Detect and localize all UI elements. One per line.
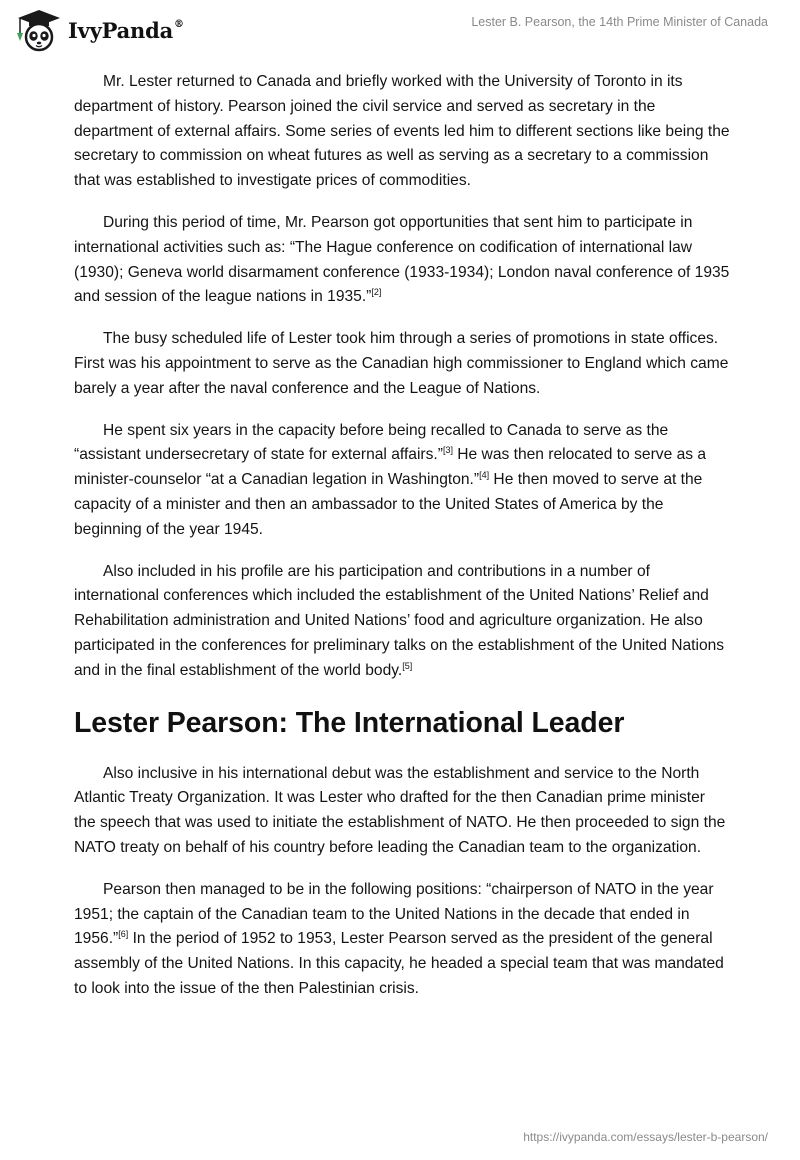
- footnote-ref[interactable]: [5]: [402, 660, 413, 671]
- footnote-ref[interactable]: [4]: [479, 469, 490, 480]
- paragraph: Pearson then managed to be in the following positions: “chairperson of NATO in the year 1951; the captain of the Canadian team to the United Nations in the decade that ended in 1956.”[6] In the period of 1952 to 1953, Lester Pearson served as the president of the general assembly of the United Nations. In this capacity, he headed a special team that was mandated to look into the issue of the then Palestinian crisis.: [74, 880, 724, 997]
- paragraph: During this period of time, Mr. Pearson got opportunities that sent him to participate in international activities such as: “The Hague conference on codification of international law (1930); Geneva world disarmament conference (1933-1934); London naval conference of 1935 and session of the league nations in 1935.”[2]: [74, 213, 730, 306]
- source-url[interactable]: https://ivypanda.com/essays/lester-b-pearson/: [523, 1130, 768, 1144]
- ivypanda-logo[interactable]: [16, 7, 184, 53]
- page-header: [0, 0, 800, 60]
- footnote-ref[interactable]: [3]: [442, 445, 453, 456]
- section-heading: Lester Pearson: The International Leader: [74, 706, 625, 739]
- footnote-ref[interactable]: [6]: [118, 929, 129, 940]
- footnote-ref[interactable]: [2]: [371, 287, 382, 298]
- panda-graduation-cap-icon: [16, 7, 62, 53]
- document-title: Lester B. Pearson, the 14th Prime Minister of Canada: [471, 15, 768, 29]
- essay-body: [74, 70, 730, 1019]
- paragraph: The busy scheduled life of Lester took him through a series of promotions in state offices. First was his appointment to serve as the Canadian high commissioner to England which came barely a year after the naval conference and the League of Nations.: [74, 330, 729, 397]
- paragraph: Also inclusive in his international debut was the establishment and service to the North Atlantic Treaty Organization. It was Lester who drafted for the then Canadian prime minister the speech that was used to initiate the establishment of NATO. He then proceeded to sign the NATO treaty on behalf of his country before leading the Canadian team to the organization.: [74, 764, 726, 856]
- paragraph: Mr. Lester returned to Canada and briefly worked with the University of Toronto in its department of history. Pearson joined the civil service and served as secretary in the department of external affairs. Some series of events led him to different sections like being the secretary to commission on wheat futures as well as serving as a secretary to a commission that was established to investigate prices of commodities.: [74, 73, 730, 190]
- brand-name: IvyPanda®: [68, 17, 184, 43]
- paragraph: Also included in his profile are his participation and contributions in a number of international conferences which included the establishment of the United Nations’ Relief and Rehabilitation administration and United Nations’ food and agriculture organization. He also participated in the conferences for preliminary talks on the establishment of the United Nations and in the final establishment of the world body.[5]: [74, 562, 725, 679]
- paragraph: He spent six years in the capacity before being recalled to Canada to serve as the “assistant undersecretary of state for external affairs.”[3] He was then relocated to serve as a minister-counselor “at a Canadian legation in Washington.”[4] He then moved to serve at the capacity of a minister and then an ambassador to the United States of America by the beginning of the year 1945.: [74, 421, 707, 538]
